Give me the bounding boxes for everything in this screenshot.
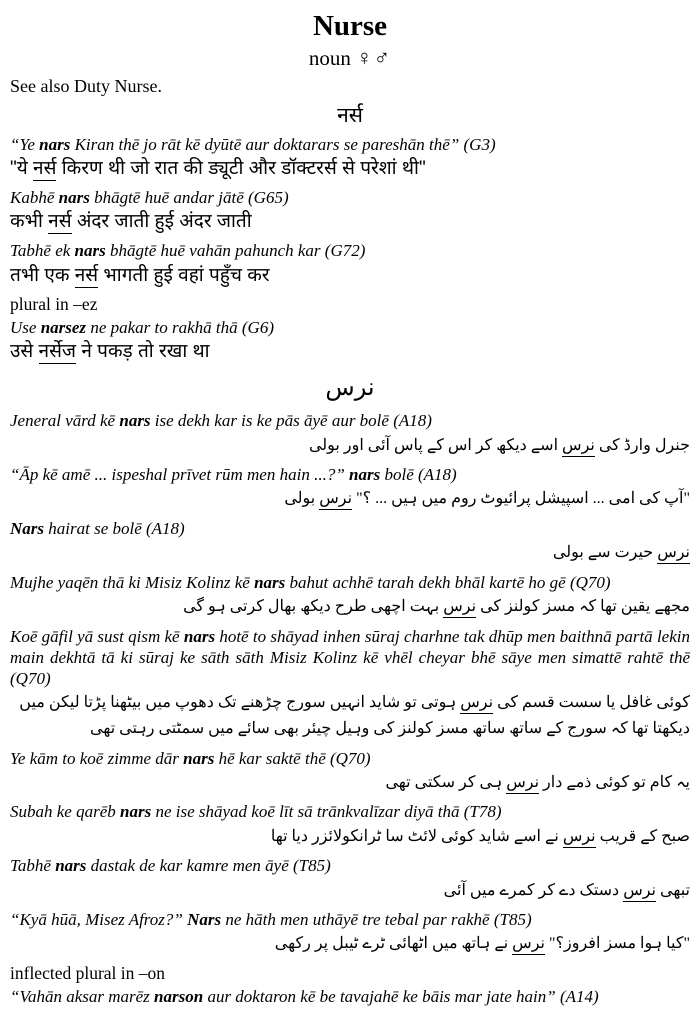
text-segment: Jeneral vārd kē — [10, 411, 120, 431]
headword-underline: نرس — [443, 598, 476, 618]
text-segment: किरण थी जो रात की ड्यूटी और डॉक्टरर्स से परेशां थी" — [56, 157, 426, 179]
example-pair — [10, 240, 690, 287]
text-segment: bolē (A18) — [380, 465, 457, 485]
text-segment: "کیا ہوا مسز افروز؟" — [544, 935, 690, 953]
example-pair — [10, 134, 690, 181]
text-segment: جنرل وارڈ کی — [594, 436, 690, 454]
example-translation-urdu — [10, 690, 690, 741]
text-segment: भागती हुई वहां पहुँच कर — [98, 264, 270, 286]
text-segment: Subah ke qarēb — [10, 802, 121, 822]
text-segment: Use — [10, 317, 41, 337]
example-roman — [10, 626, 690, 690]
example-roman — [10, 317, 690, 338]
keyword-bold: Nars — [187, 910, 222, 930]
plural-note-on: inflected plural in –on — [10, 963, 166, 984]
text-segment: “Āp kē amē ... ispeshal prīvet rūm men hain ...?” — [10, 465, 350, 485]
example-translation-urdu — [10, 878, 690, 904]
keyword-bold: nars — [119, 411, 151, 431]
text-segment: حیرت سے بولی — [552, 544, 658, 562]
example-roman — [10, 240, 690, 261]
example-pair — [10, 410, 690, 458]
example-roman — [10, 187, 690, 208]
headword-underline: नर्स — [48, 211, 72, 233]
headword-underline: نرس — [657, 544, 690, 564]
example-pair — [10, 801, 690, 849]
example-pair — [10, 626, 690, 742]
headword-underline: नर्स — [74, 264, 99, 286]
see-also-note: See also Duty Nurse. — [10, 75, 162, 96]
keyword-bold: nars — [254, 572, 286, 592]
text-segment: bahut achhē tarah dekh bhāl kartē ho gē (Q70) — [285, 572, 611, 592]
text-segment: دستک دے کر کمرے میں آئی — [443, 881, 624, 899]
keyword-bold: nars — [120, 802, 152, 822]
headword-underline: نرس — [319, 490, 352, 510]
text-segment: اسے دیکھ کر اس کے پاس آئی اور بولی — [308, 436, 563, 454]
example-pair — [10, 909, 690, 957]
example-roman — [10, 855, 690, 876]
text-segment: Tabhē ek — [10, 241, 75, 261]
headword-underline: نرس — [506, 774, 539, 794]
example-translation-urdu — [10, 594, 690, 620]
text-segment: Tabhē — [10, 856, 56, 876]
text-segment: تبھی — [656, 881, 690, 899]
entry-title: Nurse — [312, 10, 388, 42]
keyword-bold: nars — [74, 241, 106, 261]
example-roman — [10, 909, 690, 930]
text-segment: dastak de kar kamre men āyē (T85) — [86, 856, 331, 876]
text-segment: “Ye — [10, 134, 40, 154]
example-translation-hindi — [10, 263, 690, 288]
example-roman — [10, 748, 690, 769]
text-segment: hē kar saktē thē (Q70) — [214, 748, 371, 768]
text-segment: Koē gāfil yā sust qism kē — [10, 626, 184, 646]
text-segment: Kabhē — [10, 187, 59, 207]
text-segment: Kiran thē jo rāt kē dyūtē aur doktarars se pareshān thē” (G3) — [70, 134, 496, 154]
text-segment: بولی — [284, 490, 320, 508]
text-segment: hairat se bolē (A18) — [44, 519, 185, 539]
example-pair — [10, 518, 690, 566]
example-pair — [10, 986, 690, 1007]
keyword-bold: nars — [183, 626, 216, 646]
example-translation-urdu — [10, 824, 690, 850]
headword-underline: نرس — [512, 935, 545, 955]
text-segment: صبح کے قریب — [595, 827, 690, 845]
text-segment: "ये — [10, 157, 34, 179]
example-translation-urdu — [10, 770, 690, 796]
text-segment: aur doktaron kē be tavajahē ke bāis mar jate hain” (A14) — [203, 987, 599, 1007]
example-translation-urdu — [10, 433, 690, 459]
example-roman — [10, 518, 690, 539]
keyword-bold: narsez — [40, 317, 87, 337]
text-segment: نے اسے شاید کوئی لائٹ سا ٹرانکولائزر دیا تھا — [270, 827, 563, 845]
text-segment: ne ise shāyad koē līt sā trānkvalīzar diyā thā (T78) — [151, 802, 502, 822]
example-pair — [10, 855, 690, 903]
example-roman — [10, 572, 690, 593]
example-pair — [10, 572, 690, 620]
text-segment: Mujhe yaqēn thā ki Misiz Kolinz kē — [10, 572, 255, 592]
text-segment: तभी एक — [10, 264, 75, 286]
keyword-bold: nars — [58, 187, 90, 207]
text-segment: "آپ کی امی ... اسپیشل پرائیوٹ روم میں ہیں ... ؟" — [352, 490, 690, 508]
urdu-headword: نرس — [325, 374, 375, 401]
example-roman — [10, 801, 690, 822]
headword-underline: नर्स — [33, 157, 57, 179]
keyword-bold: Nars — [10, 519, 45, 539]
example-pair — [10, 748, 690, 796]
text-segment: مجھے یقین تھا کہ مسز کولنز کی — [476, 598, 690, 616]
text-segment: کوئی غافل یا سست قسم کی — [493, 694, 690, 712]
text-segment: bhāgtē huē andar jātē (G65) — [89, 187, 289, 207]
example-roman — [10, 464, 690, 485]
gender-symbols-icon: ♀♂ — [356, 45, 392, 71]
keyword-bold: nars — [39, 134, 71, 154]
text-segment: Ye kām to koē zimme dār — [10, 748, 184, 768]
keyword-bold: narson — [154, 987, 204, 1007]
example-roman — [10, 134, 690, 155]
headword-underline: नर्सेज — [38, 340, 77, 362]
example-roman — [10, 410, 690, 431]
headword-underline: نرس — [460, 694, 493, 714]
example-translation-hindi — [10, 156, 690, 181]
keyword-bold: nars — [183, 748, 215, 768]
text-segment: कभी — [10, 211, 49, 233]
text-segment: उसे — [10, 340, 39, 362]
text-segment: ne pakar to rakhā thā (G6) — [86, 317, 274, 337]
headword-underline: نرس — [623, 882, 656, 902]
text-segment: بہت اچھی طرح دیکھ بھال کرتی ہو گی — [183, 598, 444, 616]
text-segment: ise dekh kar is ke pās āyē aur bolē (A18) — [150, 411, 432, 431]
headword-underline: نرس — [562, 437, 595, 457]
example-pair — [10, 464, 690, 512]
text-segment: hotē to shāyad inhen sūraj charhne tak dhūp men baithnā partā lekin main dekhtā tā ki sūraj ke sāth sāth Misiz Kolinz kē vhēl cheyar bhē sāye men simattē rahtē thē (Q70) — [10, 626, 690, 689]
text-segment: یہ کام تو کوئی ذمے دار — [539, 773, 690, 791]
example-pair — [10, 317, 690, 364]
example-translation-urdu — [10, 931, 690, 957]
part-of-speech-line — [10, 45, 690, 71]
text-segment: ہی کر سکتی تھی — [385, 773, 507, 791]
text-segment: “Vahān aksar marēz — [10, 987, 155, 1007]
headword-underline: نرس — [563, 828, 596, 848]
keyword-bold: nars — [55, 856, 87, 876]
hindi-headword: नर्स — [337, 104, 363, 128]
text-segment: ने पकड़ तो रखा था — [76, 340, 210, 362]
example-pair — [10, 187, 690, 234]
example-translation-hindi — [10, 339, 690, 364]
text-segment: ne hāth men uthāyē tre tebal par rakhē (T85) — [221, 910, 532, 930]
keyword-bold: nars — [349, 465, 381, 485]
text-segment: “Kyā hūā, Misez Afroz?” — [10, 910, 188, 930]
text-segment: نے ہاتھ میں اٹھائی ٹرے ٹیبل پر رکھی — [274, 935, 513, 953]
example-translation-urdu — [10, 540, 690, 566]
plural-note-ez: plural in –ez — [10, 293, 98, 314]
example-translation-hindi — [10, 209, 690, 234]
text-segment: अंदर जाती हुई अंदर जाती — [71, 211, 252, 233]
example-translation-urdu — [10, 486, 690, 512]
text-segment: bhāgtē huē vahān pahunch kar (G72) — [105, 241, 366, 261]
part-of-speech: noun — [308, 46, 351, 71]
example-roman — [10, 986, 690, 1007]
text-segment: ہوتی تو شاید انہیں سورج چڑھنے تک دھوپ میں بیٹھنا پڑتا لیکن میں دیکھتا تھا کہ سورج کے ساتھ ساتھ مسز کولنز کی وہیل چیئر بھی سائے میں سمٹتی رہتی تھی — [19, 694, 690, 738]
